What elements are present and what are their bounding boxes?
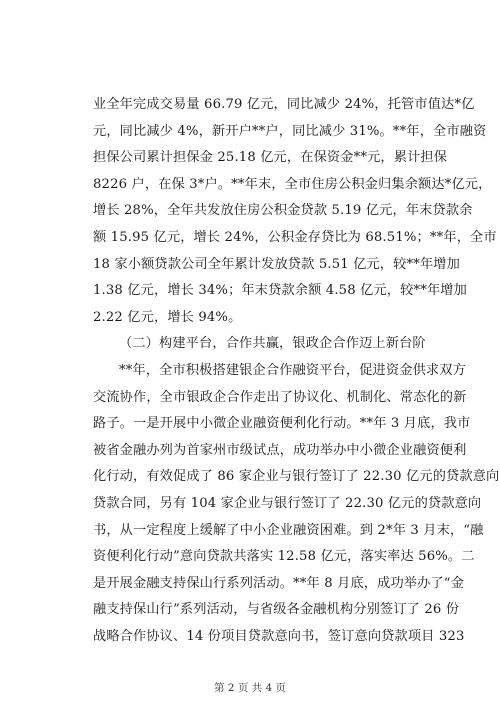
text-line: 业全年完成交易量 66.79 亿元，同比减少 24%，托管市值达*亿 bbox=[93, 97, 475, 112]
text-line: 额 15.95 亿元，增长 24%，公积金存贷比为 68.51%；**年，全市 bbox=[93, 229, 497, 245]
text-line: 18 家小额贷款公司全年累计发放贷款 5.51 亿元，较**年增加 bbox=[93, 256, 460, 272]
text-line: 是开展金融支持保山行系列活动。**年 8 月底，成功举办了“金 bbox=[93, 575, 465, 591]
text-line: 贷款合同，另有 104 家企业与银行签订了 22.30 亿元的贷款意向 bbox=[93, 495, 482, 511]
text-line: 交流协作，全市银政企合作走出了协议化、机制化、常态化的新 bbox=[93, 389, 467, 405]
section-heading: （二）构建平台，合作共赢，银政企合作迈上新台阶 bbox=[119, 336, 426, 352]
text-line: **年，全市积极搭建银企合作融资平台，促进资金供求双方 bbox=[119, 362, 466, 378]
text-line: 资便利化行动”意向贷款共落实 12.58 亿元，落实率达 56%。二 bbox=[93, 549, 475, 565]
text-line: 增长 28%，全年共发放住房公积金贷款 5.19 亿元，年末贷款余 bbox=[93, 203, 473, 219]
text-line: 被省金融办列为首家州市级试点，成功举办中小微企业融资便利 bbox=[93, 442, 467, 458]
text-line: 战略合作协议、14 份项目贷款意向书，签订意向贷款项目 323 bbox=[93, 628, 465, 644]
text-line: 担保公司累计担保金 25.18 亿元，在保资金**元，累计担保 bbox=[93, 150, 448, 166]
text-line: 1.38 亿元，增长 34%；年末贷款余额 4.58 亿元，较**年增加 bbox=[93, 283, 467, 299]
text-line: 书，从一定程度上缓解了中小企业融资困难。到 2*年 3 月末，“融 bbox=[93, 522, 484, 538]
page-footer: 第 2 页 共 4 页 bbox=[213, 682, 287, 694]
text-line: 路子。一是开展中小微企业融资便利化行动。**年 3 月底，我市 bbox=[93, 416, 471, 432]
text-line: 8226 户，在保 3*户。**年末，全市住房公积金归集余额达*亿元， bbox=[93, 176, 492, 192]
text-line: 2.22 亿元，增长 94%。 bbox=[93, 309, 242, 325]
text-line: 元，同比减少 4%，新开户**户，同比减少 31%。**年，全市融资 bbox=[93, 123, 487, 139]
text-line: 化行动，有效促成了 86 家企业与银行签订了 22.30 亿元的贷款意向 bbox=[93, 469, 500, 485]
text-line: 融支持保山行”系列活动，与省级各金融机构分别签订了 26 份 bbox=[93, 602, 460, 618]
document-body bbox=[93, 92, 500, 650]
